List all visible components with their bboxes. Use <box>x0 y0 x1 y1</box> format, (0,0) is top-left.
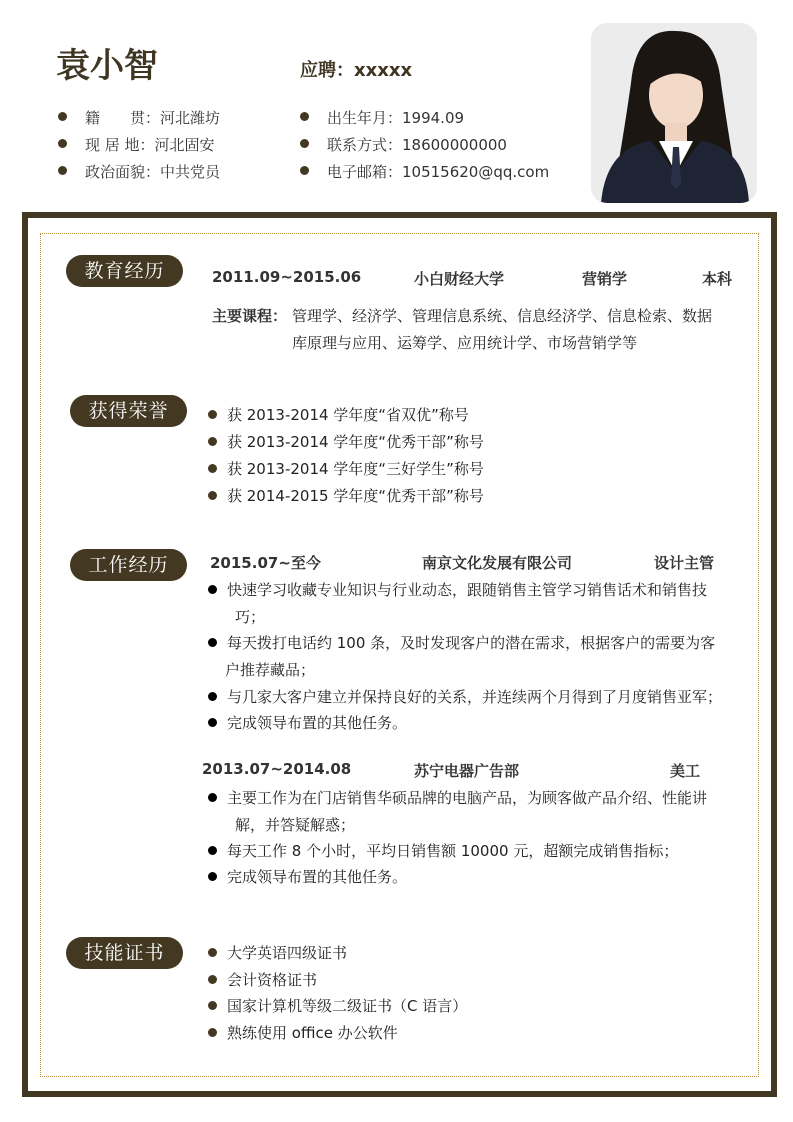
info-text: 联系方式：18600000000 <box>327 136 507 154</box>
job1-duty: 每天拨打电话约 100 条，及时发现客户的潜在需求，根据客户的需要为客 <box>208 632 715 653</box>
applied-position: 应聘：xxxxx <box>300 60 413 81</box>
job1-role: 设计主管 <box>654 554 715 572</box>
info-political <box>58 161 220 182</box>
info-text: 现 居 地：河北固安 <box>85 136 215 154</box>
section-title-honors: 获得荣誉 <box>70 395 187 427</box>
job1-period: 2015.07~至今 <box>210 554 321 572</box>
job1-company: 南京文化发展有限公司 <box>422 554 573 572</box>
job2-company: 苏宁电器广告部 <box>414 762 520 780</box>
honor-item: 获 2014-2015 学年度“优秀干部”称号 <box>208 485 484 506</box>
job2-duty: 主要工作为在门店销售华硕品牌的电脑产品，为顾客做产品介绍、性能讲 <box>208 787 707 808</box>
courses-text: 库原理与应用、运筹学、应用统计学、市场营销学等 <box>292 334 638 352</box>
skill-item: 国家计算机等级二级证书（C 语言） <box>208 995 467 1016</box>
edu-degree: 本科 <box>702 270 733 288</box>
courses-text: 管理学、经济学、管理信息系统、信息经济学、信息检索、数据 <box>292 307 713 325</box>
job1-duty-cont: 户推荐藏品； <box>225 661 316 679</box>
info-text: 出生年月：1994.09 <box>327 109 465 127</box>
section-title-skills: 技能证书 <box>66 937 183 969</box>
skill-item: 大学英语四级证书 <box>208 942 347 963</box>
edu-school: 小白财经大学 <box>414 270 505 288</box>
section-title-work: 工作经历 <box>70 549 187 581</box>
job2-duty-cont: 解，并答疑解惑； <box>235 816 356 834</box>
job2-duty: 每天工作 8 个小时，平均日销售额 10000 元，超额完成销售指标； <box>208 840 678 861</box>
honor-item: 获 2013-2014 学年度“省双优”称号 <box>208 404 469 425</box>
job2-duty: 完成领导布置的其他任务。 <box>208 866 407 887</box>
info-phone <box>300 134 507 155</box>
skill-item: 熟练使用 office 办公软件 <box>208 1022 398 1043</box>
candidate-name: 袁小智 <box>56 46 158 86</box>
honor-item: 获 2013-2014 学年度“优秀干部”称号 <box>208 431 484 452</box>
section-title-education: 教育经历 <box>66 255 183 287</box>
job1-duty: 与几家大客户建立并保持良好的关系，并连续两个月得到了月度销售亚军； <box>208 686 722 707</box>
honor-item: 获 2013-2014 学年度“三好学生”称号 <box>208 458 484 479</box>
info-text: 电子邮箱：10515620@qq.com <box>327 163 550 181</box>
edu-major: 营销学 <box>582 270 628 288</box>
job1-duty: 快速学习收藏专业知识与行业动态，跟随销售主管学习销售话术和销售技 <box>208 579 707 600</box>
info-hometown <box>58 107 220 128</box>
job1-duty: 完成领导布置的其他任务。 <box>208 712 407 733</box>
info-residence <box>58 134 215 155</box>
edu-period: 2011.09~2015.06 <box>212 268 362 286</box>
job2-period: 2013.07~2014.08 <box>202 760 352 778</box>
job1-duty-cont: 巧； <box>235 608 266 626</box>
info-text: 籍 贯：河北潍坊 <box>85 109 221 127</box>
info-birth <box>300 107 464 128</box>
courses-label: 主要课程： <box>212 307 288 325</box>
info-email <box>300 161 549 182</box>
job2-role: 美工 <box>670 762 701 780</box>
skill-item: 会计资格证书 <box>208 969 317 990</box>
profile-photo <box>591 23 757 203</box>
info-text: 政治面貌：中共党员 <box>85 163 221 181</box>
